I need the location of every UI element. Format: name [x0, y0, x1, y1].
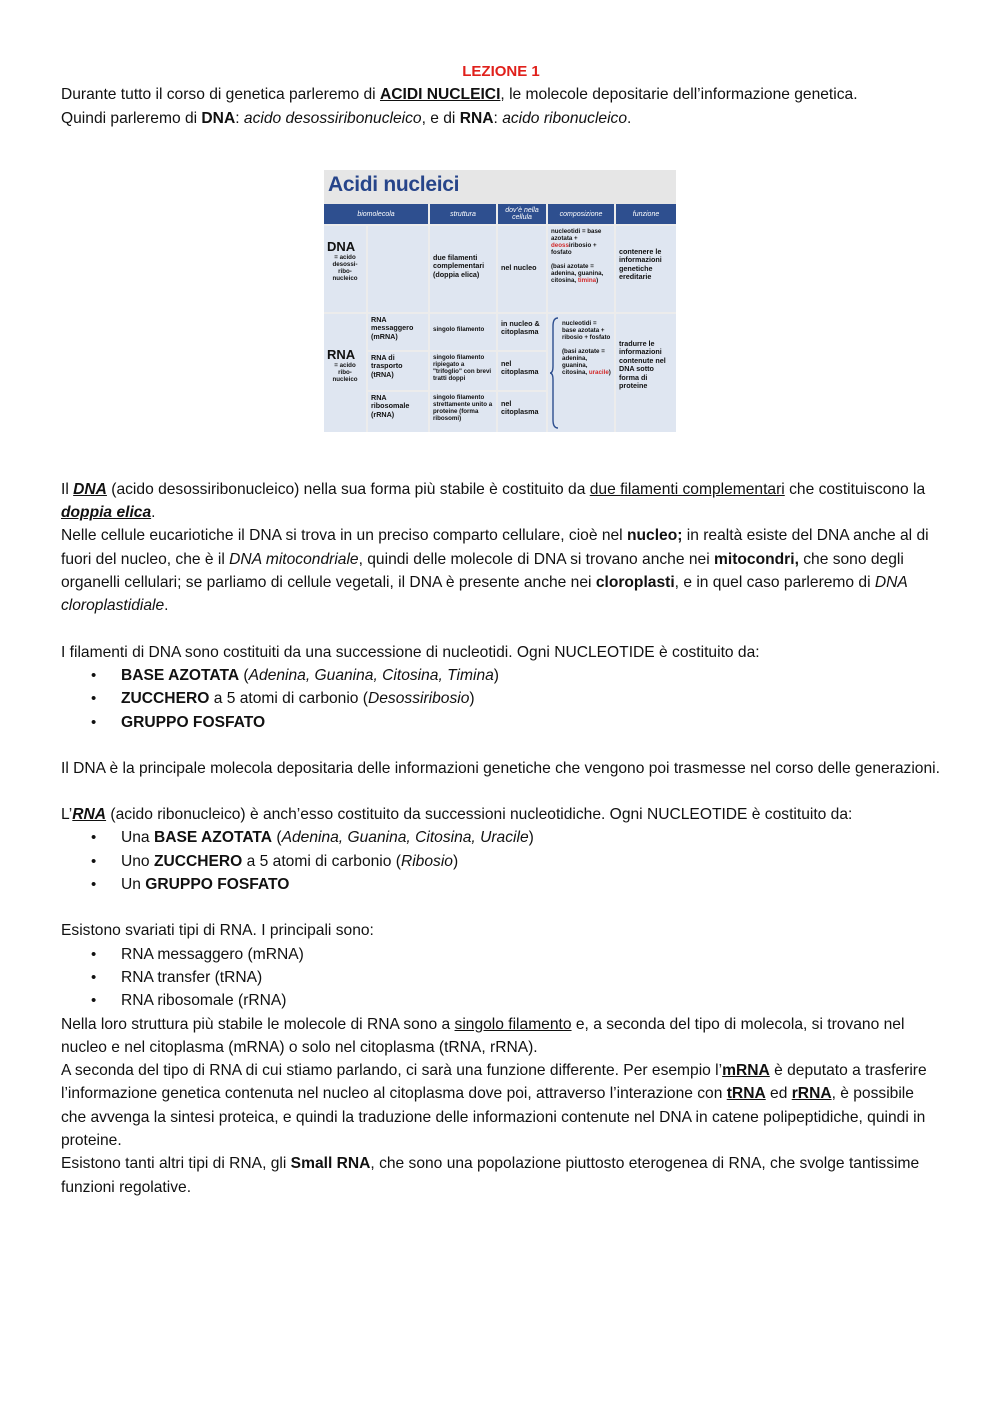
- figure-heading: Acidi nucleici: [328, 173, 460, 196]
- list-item: • Una BASE AZOTATA (Adenina, Guanina, Citosina, Uracile): [61, 826, 941, 849]
- dna-empty-cell: [368, 226, 428, 312]
- rna-struttura-cell: singolo filamento: [430, 314, 496, 350]
- rna-paragraph-4: A seconda del tipo di RNA di cui stiamo parlando, ci sarà una funzione differente. Per esempio l’mRNA è deputato a trasferire l’informazione genetica contenuta nel nucleo al citoplasma dove poi, attraverso l’interazione con tRNA ed rRNA, è possibile che avvenga la sintesi proteica, e quindi la traduzione delle informazioni contenute nel DNA in catene polipeptidiche, quindi in proteine.: [61, 1062, 927, 1150]
- dna-paragraph-1: Il DNA (acido desossiribonucleico) nella sua forma più stabile è costituito da due filamenti complementari che costituiscono la doppia elica.: [61, 480, 926, 522]
- table-header: funzione: [616, 204, 676, 224]
- list-item: • RNA transfer (tRNA): [61, 966, 941, 989]
- dna-dove-cell: nel nucleo: [498, 226, 546, 312]
- rna-composizione-cell: nucleotidi = base azotata + ribosio + fosfato (basi azotate = adenina, guanina, citosina, uracile): [548, 314, 614, 432]
- list-item: • RNA messaggero (mRNA): [61, 943, 941, 966]
- table-header: biomolecola: [324, 204, 428, 224]
- list-item: • ZUCCHERO a 5 atomi di carbonio (Desossiribosio): [61, 687, 941, 710]
- page-title: LEZIONE 1: [462, 63, 540, 80]
- dna-paragraph-2: Nelle cellule eucariotiche il DNA si trova in un preciso comparto cellulare, cioè nel nucleo; in realtà esiste del DNA anche al di fuori del nucleo, che è il DNA mitocondriale, quindi delle molecole di DNA si trovano anche nei mitocondri, che sono degli organelli cellulari; se parliamo di cellule vegetali, il DNA è presente anche nei cloroplasti, e in quel caso parleremo di DNA cloroplastidiale.: [61, 527, 929, 615]
- dna-struttura-cell: due filamenti complementari (doppia elica): [430, 226, 496, 312]
- dna-paragraph-4: Il DNA è la principale molecola depositaria delle informazioni genetiche che vengono poi trasmesse nel corso delle generazioni.: [61, 759, 940, 777]
- figure-heading-bar: [324, 170, 676, 204]
- rna-label: RNA: [327, 347, 356, 362]
- list-item: • Un GRUPPO FOSFATO: [61, 873, 941, 896]
- rna-struttura-cell: singolo filamento strettamente unito a proteine (forma ribosomi): [430, 392, 496, 432]
- intro-line-1: Durante tutto il corso di genetica parleremo di ACIDI NUCLEICI, le molecole depositarie dell’informazione genetica.: [61, 86, 858, 104]
- dna-label: DNA: [327, 239, 356, 254]
- rna-types-list: [61, 943, 941, 1013]
- dna-composizione-cell: nucleotidi = base azotata + deossiribosio + fosfato (basi azotate = adenina, guanina, citosina, timina): [548, 226, 614, 312]
- rna-paragraph-1: L’RNA (acido ribonucleico) è anch’esso costituito da successioni nucleotidiche. Ogni NUCLEOTIDE è costituito da:: [61, 806, 853, 824]
- list-item: • BASE AZOTATA (Adenina, Guanina, Citosina, Timina): [61, 664, 941, 687]
- rna-dove-cell: nel citoplasma: [498, 392, 546, 432]
- rna-label-cell: [324, 314, 366, 432]
- table-header: composizione: [548, 204, 614, 224]
- list-item: • GRUPPO FOSFATO: [61, 711, 941, 734]
- rna-struttura-cell: singolo filamento ripiegato a "trifoglio" con brevi tratti doppi: [430, 352, 496, 390]
- list-item: • RNA ribosomale (rRNA): [61, 989, 941, 1012]
- rna-funzione-cell: tradurre le informazioni contenute nel DNA sotto forma di proteine: [616, 314, 676, 432]
- table-header: dov’è nella cellula: [498, 204, 546, 224]
- rna-dove-cell: in nucleo & citoplasma: [498, 314, 546, 350]
- list-item: • Uno ZUCCHERO a 5 atomi di carbonio (Ribosio): [61, 850, 941, 873]
- dna-funzione-cell: contenere le informazioni genetiche ereditarie: [616, 226, 676, 312]
- rna-type-cell: RNA messaggero (mRNA): [368, 314, 428, 350]
- intro-line-2: Quindi parleremo di DNA: acido desossiribonucleico, e di RNA: acido ribonucleico.: [61, 109, 632, 127]
- rna-paragraph-5: Esistono tanti altri tipi di RNA, gli Small RNA, che sono una popolazione piuttosto eterogenea di RNA, che svolge tantissime funzioni regolative.: [61, 1155, 920, 1196]
- dna-label-cell: [324, 226, 366, 312]
- dna-nucleotide-list: [61, 664, 941, 734]
- brace-icon: [550, 316, 560, 430]
- rna-dove-cell: nel citoplasma: [498, 352, 546, 390]
- rna-paragraph-3: Nella loro struttura più stabile le molecole di RNA sono a singolo filamento e, a seconda del tipo di molecola, si trovano nel nucleo e nel citoplasma (mRNA) o solo nel citoplasma (tRNA, rRNA).: [61, 1015, 905, 1056]
- rna-paragraph-2: Esistono svariati tipi di RNA. I principali sono:: [61, 922, 374, 940]
- table-header: struttura: [430, 204, 496, 224]
- rna-type-cell: RNA ribosomale (rRNA): [368, 392, 428, 432]
- rna-type-cell: RNA di trasporto (tRNA): [368, 352, 428, 390]
- nucleic-acids-table-figure: [324, 170, 676, 432]
- rna-nucleotide-list: [61, 826, 941, 896]
- rna-sublabel: = acido ribo- nucleico: [332, 362, 358, 383]
- dna-sublabel: = acido desossi- ribo- nucleico: [332, 254, 358, 282]
- dna-paragraph-3: I filamenti di DNA sono costituiti da una successione di nucleotidi. Ogni NUCLEOTIDE è costituito da:: [61, 643, 760, 661]
